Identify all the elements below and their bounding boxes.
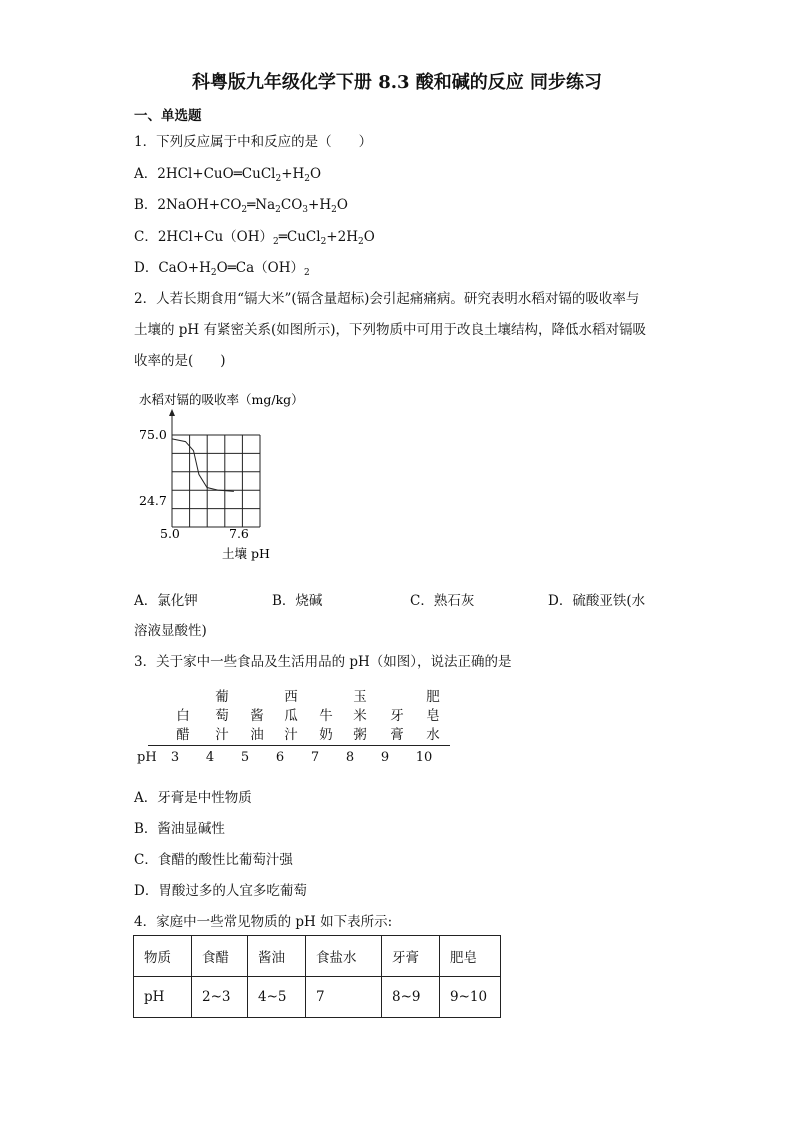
section-heading: 一、单选题 bbox=[134, 108, 202, 124]
ph-axis-label: pH bbox=[137, 750, 157, 765]
q1-option-b: B．$2NaOH+CO_2═Na_2CO_3+H_2O$ bbox=[134, 197, 348, 215]
q2-stem-line3: 收率的是( ) bbox=[134, 353, 226, 369]
table-cell: 物质 bbox=[134, 936, 192, 977]
ph-item-vinegar: 白 醋 bbox=[176, 708, 190, 743]
ph-tick-5: 5 bbox=[240, 750, 250, 765]
ph-item-toothpaste: 牙 膏 bbox=[390, 708, 404, 743]
ph-tick-10: 10 bbox=[415, 750, 433, 765]
ph-tick-4: 4 bbox=[205, 750, 215, 765]
ph-item-milk: 牛 奶 bbox=[319, 708, 333, 743]
ph-table bbox=[133, 935, 501, 1018]
ph-tick-3: 3 bbox=[170, 750, 180, 765]
table-cell: 肥皂 bbox=[440, 936, 501, 977]
ph-item-watermelon-juice: 西 瓜 汁 bbox=[284, 689, 298, 743]
table-cell: 食盐水 bbox=[306, 936, 382, 977]
cadmium-ph-chart bbox=[130, 385, 330, 570]
q1-option-c: C．$2HCl+Cu(OH)_2═CuCl_2+2H_2O$ bbox=[134, 229, 375, 247]
q1-option-d: D．$CaO+H_2O═Ca(OH)_2$ bbox=[134, 260, 310, 278]
q4-stem: 4．家庭中一些常见物质的 pH 如下表所示: bbox=[134, 914, 393, 930]
y-tick-bottom: 24.7 bbox=[139, 493, 167, 508]
q2-option-b: B．烧碱 bbox=[272, 593, 323, 609]
q2-option-d-continued: 溶液显酸性) bbox=[134, 623, 207, 639]
q2-option-d: D．硫酸亚铁(水 bbox=[548, 593, 646, 609]
q3-option-c: C．食醋的酸性比葡萄汁强 bbox=[134, 852, 293, 868]
y-axis-arrow bbox=[169, 409, 175, 416]
x-tick-right: 7.6 bbox=[229, 526, 249, 541]
ph-axis-line bbox=[148, 745, 450, 746]
table-cell: 8~9 bbox=[382, 977, 440, 1018]
ph-item-corn-porridge: 玉 米 粥 bbox=[353, 689, 367, 743]
table-row bbox=[134, 936, 501, 977]
q3-option-a: A．牙膏是中性物质 bbox=[134, 790, 252, 806]
chart-title: 水稻对镉的吸收率（mg/kg） bbox=[139, 392, 304, 407]
q3-option-d: D．胃酸过多的人宜多吃葡萄 bbox=[134, 883, 307, 899]
ph-tick-9: 9 bbox=[380, 750, 390, 765]
q2-option-c: C．熟石灰 bbox=[410, 593, 475, 609]
table-row bbox=[134, 977, 501, 1018]
q2-option-a: A．氯化钾 bbox=[134, 593, 198, 609]
table-cell: 9~10 bbox=[440, 977, 501, 1018]
q1-stem: 1．下列反应属于中和反应的是（ ） bbox=[134, 134, 373, 150]
ph-tick-7: 7 bbox=[310, 750, 320, 765]
q2-stem-line1: 2．人若长期食用“镉大米”(镉含量超标)会引起痛痛病。研究表明水稻对镉的吸收率与 bbox=[134, 291, 640, 307]
table-cell: 牙膏 bbox=[382, 936, 440, 977]
table-cell: pH bbox=[134, 977, 192, 1018]
x-axis-label: 土壤 pH bbox=[222, 546, 270, 561]
chart-grid bbox=[172, 435, 260, 527]
x-tick-left: 5.0 bbox=[160, 526, 180, 541]
table-cell: 2~3 bbox=[192, 977, 248, 1018]
ph-tick-8: 8 bbox=[345, 750, 355, 765]
table-cell: 酱油 bbox=[248, 936, 306, 977]
q2-stem-line2: 土壤的 pH 有紧密关系(如图所示)，下列物质中可用于改良土壤结构，降低水稻对镉吸 bbox=[134, 322, 647, 338]
ph-item-soy-sauce: 酱 油 bbox=[250, 708, 264, 743]
y-tick-top: 75.0 bbox=[139, 427, 167, 442]
ph-item-grape-juice: 葡 萄 汁 bbox=[215, 689, 229, 743]
q3-option-b: B．酱油显碱性 bbox=[134, 821, 225, 837]
ph-item-soap-water: 肥 皂 水 bbox=[426, 689, 440, 743]
q1-option-a: A．$2HCl+CuO═CuCl_2+H_2O$ bbox=[134, 166, 322, 184]
table-cell: 食醋 bbox=[192, 936, 248, 977]
q3-stem: 3．关于家中一些食品及生活用品的 pH（如图），说法正确的是 bbox=[134, 654, 512, 670]
table-cell: 4~5 bbox=[248, 977, 306, 1018]
ph-tick-6: 6 bbox=[275, 750, 285, 765]
table-cell: 7 bbox=[306, 977, 382, 1018]
page-title: 科粤版九年级化学下册 8.3 酸和碱的反应 同步练习 bbox=[191, 72, 603, 93]
